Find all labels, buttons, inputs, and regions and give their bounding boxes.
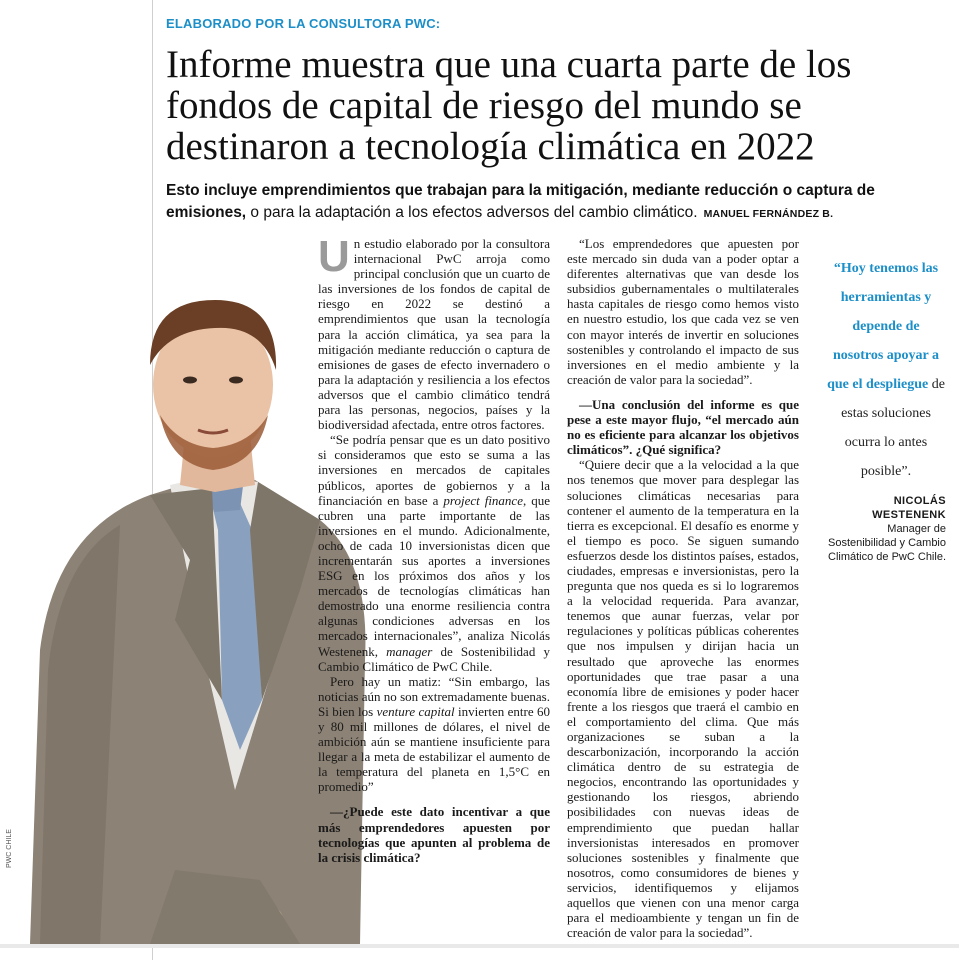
deck xyxy=(166,180,946,225)
interview-answer: “Los emprendedores que apuesten por este mercado sin duda van a poder optar a diferentes alternativas que van desde los subsidios gubernamentales o multilaterales hasta capitales de riesgo como hemos visto en nuestro estudio, los que cada vez se ven con mayor interés de invertir en soluciones sostenibles y controlando el impacto de sus inversiones en el medio ambiente y la creación de valor para la sociedad”. xyxy=(567,236,799,387)
interview-question: —Una conclusión del informe es que pese a este mayor flujo, “el mercado aún no es eficiente para alcanzar los objetivos climáticos”. ¿Qué significa? xyxy=(567,396,799,458)
italic-term: project finance xyxy=(443,492,523,508)
deck-regular: o para la adaptación a los efectos adversos del cambio climático. xyxy=(246,204,698,221)
pull-quote-sidebar xyxy=(826,254,946,564)
kicker: ELABORADO POR LA CONSULTORA PWC: xyxy=(166,16,441,31)
photo-credit: PWC CHILE xyxy=(6,829,13,868)
paragraph-text: n estudio elaborado por la consultora internacional PwC arroja como principal conclusión que un cuarto de las inversiones de los fondos de capital de riesgo en 2022 se destinó a emprendimientos que usan la tecnología para la acción climática, ya sea para la mitigación mediante reducción o captura de emisiones de gases de efecto invernadero o para la adaptación y resiliencia a los efectos adversos que el cambio climático tendrá para las personas, negocios, países y la biodiversidad afectada, entre otros factores. xyxy=(318,236,550,433)
italic-term: venture capital xyxy=(376,703,455,719)
paragraph xyxy=(318,432,550,674)
paragraph-text: “Se podría pensar que es un dato positivo si consideramos que esto se suma a las inversiones en mercados de capitales públicos, aportes de gobiernos y a la financiación en base a xyxy=(318,432,550,508)
quote-author-role: Manager de Sostenibilidad y Cambio Climático de PwC Chile. xyxy=(827,523,946,563)
article-column-2 xyxy=(567,236,799,940)
headline: Informe muestra que una cuarta parte de los fondos de capital de riesgo del mundo se destinaron a tecnología climática en 2022 xyxy=(166,43,852,168)
italic-term: manager xyxy=(386,643,433,659)
paragraph-text: Pero hay un matiz: “Sin embargo, las noticias aún no son extremadamente buenas. Si bien los xyxy=(318,673,550,719)
deck-bold: Esto incluye emprendimientos que trabajan para la mitigación, mediante reducción o captura de emisiones, xyxy=(166,182,875,221)
paragraph-text: , que cubren una parte importante de las inversiones en el mundo. Adicionalmente, ocho de cada 10 inversionistas dicen que incrementarán sus aportes a inversiones ESG en los próximos dos años y los mercados de tecnologías climáticas han demostrado una enorme resiliencia contra algunas condiciones adversas en los mercados internacionales”, analiza Nicolás Westenenk, xyxy=(318,492,550,659)
paragraph xyxy=(318,232,550,433)
quote-author-name: NICOLÁS WESTENENK xyxy=(872,495,946,521)
left-eye xyxy=(183,377,197,384)
paragraph xyxy=(318,674,550,795)
article-column-1 xyxy=(318,232,550,865)
pull-quote-rest: de estas soluciones ocurra lo antes posible”. xyxy=(841,377,945,479)
quote-credit xyxy=(826,494,946,564)
pull-quote xyxy=(826,254,946,486)
paragraph-text: de Sostenibilidad y Cambio Climático de PwC Chile. xyxy=(318,643,550,674)
page-bottom-rule xyxy=(0,944,959,948)
interview-question: —¿Puede este dato incentivar a que más emprendedores apuesten por tecnologías que apunten al problema de la crisis climática? xyxy=(318,804,550,865)
interview-answer: “Quiere decir que a la velocidad a la que nos tenemos que mover para desplegar las soluciones climáticas necesarias para contener el aumento de la temperatura en la tierra es excepcional. El desafío es enorme y el tiempo es poco. Se siguen sumando esfuerzos desde los distintos países, estados, ciudades, empresas e inversionistas, pero la pregunta que nos queda es si lo lograremos a la velocidad requerida. Para avanzar, tenemos que aunar fuerzas, velar por regulaciones y políticas públicas coherentes que nos impulsen y dirijan hacia un resultado que aproveche las enormes oportunidades que trae pasar a una economía libre de emisiones y poder hacer frente a los riesgos que traerá el cambio en el comportamiento del clima. Que más organizaciones se suban a la descarbonización, incorporando la acción climática dentro de su estrategia de negocios, encontrando las oportunidades y gestionando los riesgos, abriendo posibilidades con nuevas ideas de emprendimiento que puedan hallar inversionistas interesados en promover soluciones sostenibles y finalmente que nosotros, como consumidores de bienes y servicios, identifiquemos y elijamos aquellos que vienen con una menor carga para el medioambiente y tengan un fin de creación de valor para la sociedad”. xyxy=(567,457,799,941)
pull-quote-highlight: “Hoy tenemos las herramientas y depende de nosotros apoyar a que el despliegue xyxy=(827,261,940,392)
right-eye xyxy=(229,377,243,384)
dropcap: U xyxy=(318,232,350,281)
byline: MANUEL FERNÁNDEZ B. xyxy=(703,208,834,220)
paragraph-text: invierten entre 60 y 80 mil millones de dólares, el nivel de ambición aún se mantiene insuficiente para llegar a la meta de estabilizar el aumento de la temperatura del planeta en 1,5°C en promedio” xyxy=(318,703,550,795)
